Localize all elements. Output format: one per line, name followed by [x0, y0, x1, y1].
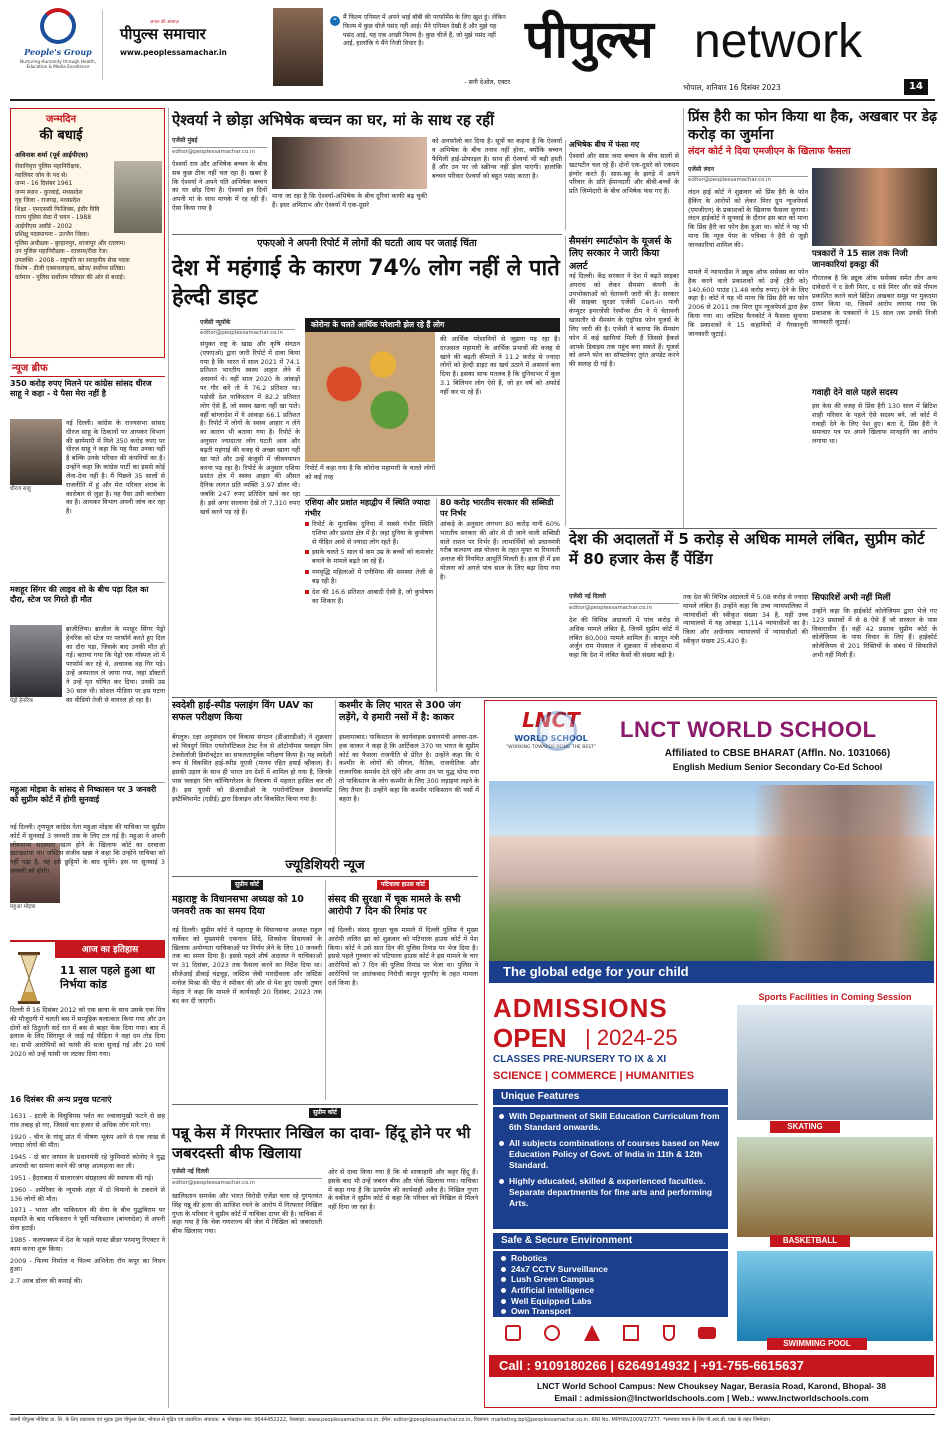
affiliation: Affiliated to CBSE BHARAT (Affln. No. 1031066) [664, 748, 891, 759]
courts-headline: देश की अदालतों में 5 करोड़ से अधिक मामले लंबित, सुप्रीम कोर्ट में 80 हजार केस हैं पेंडिंग [569, 530, 925, 568]
harry-headline: प्रिंस हैरी का फोन किया था हैक, अखबार पर डेढ़ करोड़ का जुर्माना [688, 109, 938, 144]
brief-photo-1 [10, 419, 62, 485]
history-event: 2009 - फिल्म निर्माता व फिल्म अभिनेता रॉय कपूर का निधन हुआ। [10, 1256, 165, 1274]
aishwarya-col4: ऐश्वर्या और सास जया बच्चन के बीच सालों से खटपटीन चल रहे हैं। दोनों एक-दूसरे को एकदम इंग्नोर करते हैं। सास-बहू के झगड़े में अपने परिवार के प्रति ईमानदारी और बीवी-बच्चों के प्रति जिम्मेदारी के बीच अभिषेक फंस गए हैं। [569, 152, 679, 196]
sport-photo-skating [737, 1005, 933, 1120]
birthday-head-top: जन्मदिन [45, 114, 77, 125]
judiciary-byline-3: एजेंसी नई दिल्ली [172, 1168, 322, 1179]
judiciary-tag-3: सुप्रीम कोर्ट [172, 1108, 478, 1118]
history-event: 1945 - दो बार जापान के प्रधानमंत्री रहे फुमिमारो कोनोए ने युद्ध अपराधी का सामना करने की जगह आत्महत्या कर ली। [10, 1153, 165, 1171]
asia-point: इसके चलते 5 साल से कम उम्र के बच्चों को कमजोर बनाने के मामले बढ़ते जा रहे हैं। [305, 548, 433, 566]
judiciary-email-3: editor@peoplessamachar.co.in [172, 1180, 255, 1186]
birthday-line: आईपीएस अवॉर्ड - 2002 [15, 222, 73, 230]
sports-title: Sports Facilities in Coming Session [758, 992, 912, 1002]
contact[interactable]: Email : admission@lnctworldschools.com | Web.: www.lnctworldschools.com [554, 1393, 869, 1403]
brief-title-2: मशहूर सिंगर की लाइव शो के बीच पड़ा दिल का दौरा, स्टेज पर गिरते ही मौत [10, 585, 149, 605]
courts-col1: देश की विभिन्न अदालतों में पांच करोड़ से अधिक मामले लंबित हैं, जिनमें सुप्रीम कोर्ट में लंबित 80,000 मामले शामिल हैं। कानून मंत्री अर्जुन राम मेघवाल ने शुक्रवार में लोकसभा में कहा कि देश में लंबित केसों की संख्या बढ़ी है। [569, 616, 679, 660]
courts-col2: तक देश की विभिन्न अदालतों में 5.08 करोड़ से ज्यादा मामले लंबित हैं। उन्होंने कहा कि उच्च न्यायपालिका में न्यायाधीशों की स्वीकृत संख्या 34 है, यहीं उच्च न्यायालयों में यह आंकड़ा 1,114 न्यायाधीशों का है। जिला और अधीनस्थ न्यायालयों में न्यायाधीशों की स्वीकृत संख्या 25,420 है। [683, 593, 808, 646]
courts-byline: एजेंसी नई दिल्ली [569, 593, 679, 604]
sport-label-basketball: BASKETBALL [770, 1235, 850, 1247]
brief-caption-3: महुआ मोइत्रा [10, 904, 36, 910]
small-logo-top: जनता की आवाज़ [150, 20, 179, 25]
history-label: आज का इतिहास [55, 942, 165, 958]
hourglass-icon [16, 952, 42, 1004]
phone-3[interactable]: +91-755-6615637 [700, 1358, 804, 1373]
lnct-ad [484, 700, 937, 1408]
features-list [493, 1107, 728, 1229]
birthday-line: जन्म - 16 दिसंबर 1961 [15, 180, 73, 188]
brief-title-3: महुआ मोइत्रा के सांसद से निष्कासन पर 3 जनवरी को सुप्रीम कोर्ट में होगी सुनवाई [10, 785, 157, 805]
bullet-icon [501, 1299, 506, 1304]
history-event: 1951 - हैदराबाद में सालारजंग संग्रहालय की स्थापना की गई। [10, 1173, 154, 1182]
birthday-line: गृह जिला - राजगढ़, मध्यप्रदेश [15, 197, 81, 205]
env-list [493, 1251, 728, 1317]
food-photo [305, 332, 435, 462]
streams: SCIENCE | COMMERCE | HUMANITIES [493, 1070, 695, 1082]
big-title-network: network [694, 15, 863, 68]
birthday-head-main: की बधाई [39, 127, 83, 143]
masthead [0, 0, 945, 100]
school-seal-icon [537, 711, 577, 751]
bullet-icon [305, 522, 309, 526]
brief-body-3: नई दिल्ली। तृणमूल कांग्रेस नेता महुआ मोइत्रा की याचिका पर सुप्रीम कोर्ट में सुनवाई 3 जनवरी तक के लिए टल गई है। महुआ ने अपनी लोकसभा सदस्यता खत्म होने के खिलाफ कोर्ट का दरवाजा खटखटाया था। जस्टिस संजीव खन्ना ने कहा कि उन्होंने याचिका को नहीं पढ़ा है, वह इसे छुट्टियों के बाद सुनेंगे। इस पर सुनवाई 3 जनवरी को होगी। [10, 823, 165, 876]
brief-item-2 [10, 585, 165, 780]
group-tagline: Nurturing Humanity through Health, Education & Media Excellence [20, 58, 96, 70]
inflation-byline: एजेंसी न्यूयॉर्क [200, 319, 295, 330]
bullet-icon [501, 1277, 506, 1282]
bullet-icon [305, 550, 309, 554]
inflation-image-label: कोरोना के चलते आर्थिक परेशानी झेल रहे हैं लोग [305, 318, 560, 332]
history-events [10, 1112, 165, 1412]
history-event: 2.7 अरब डॉलर की कमाई की। [10, 1277, 83, 1286]
lnct-logo-sub: WORLD SCHOOL [514, 734, 588, 743]
session-year: | 2024-25 [585, 1025, 678, 1050]
group-name: People's Group [24, 47, 92, 57]
brief-photo-2 [10, 625, 62, 697]
call-bar: Call : 9109180266 | 6264914932 | +91-755-6615637 [489, 1355, 934, 1377]
small-logo [120, 20, 270, 58]
drone-headline: स्वदेशी हाई-स्पीड फ्लाइंग विंग UAV का सफल परीक्षण किया [172, 700, 313, 724]
bullet-icon [305, 590, 309, 594]
tree-icon [584, 1325, 600, 1341]
phone-1[interactable]: 9109180266 [534, 1358, 607, 1373]
harry-side1: गौरतलब है कि ड्यूक ऑफ ससेक्स समेत तीन अन्य दावेदारों ने द डेली मिरर, द संडे मिरर और संडे पीपल प्रकाशित करने वाले ब्रिटिश अखबार समूह पर मुकदमा दायर किया था, जिसमें आरोप लगाया गया कि प्रकाशक के पत्रकारों ने 15 साल तक उनकी निजी जानकारी जुटाई। [812, 274, 937, 327]
bullet-icon [305, 570, 309, 574]
harry-byline: एजेंसी लंदन [688, 166, 808, 177]
classes: CLASSES PRE-NURSERY TO IX & XI [493, 1054, 667, 1065]
aishwarya-col4-title: अभिषेक बीच में फंसा गए [569, 140, 640, 149]
bullet-icon [501, 1288, 506, 1293]
inflation-col1: संयुक्त राष्ट्र के खाद्य और कृषि संगठन (एफएओ) द्वारा जारी रिपोर्ट में दावा किया गया है कि भारत में साल 2021 में 74.1 प्रतिशत भारतीय स्वस्थ आहार लेने में असमर्थ थे। वहीं साल 2020 के आंकड़ों पर गौर करें तो ये 76.2 प्रतिशत था। पड़ोसी देश पाकिस्तान में 82.2 प्रतिशत लोग ऐसे हैं, जो स्वस्थ खाना नहीं खा पाते। वहीं बांग्लादेश में ये आंकड़ा 66.1 प्रतिशत है। रिपोर्ट में लोगों के स्वस्थ आहार न लेने का कारण भी बताया गया है। रिपोर्ट के अनुसार ज्यादातर लोग घटती आय और बढ़ती महंगाई की वजह से अच्छा खाना नहीं खा पाते और उन्हें कंजूसी में जीवनयापन करना पड़ रहा है। रिपोर्ट के अनुसार एशिया प्रशांत क्षेत्र में स्वस्थ आहार की औसत दैनिक लागत प्रति व्यक्ति 3.97 डॉलर थी। जबकि 247 रुपए प्रतिदिन खर्च कर रहा है। इसे अगर सालाना देखें तो 7,310 रुपए खर्च करने पड़ रहे हैं। [200, 340, 300, 516]
school-name: LNCT WORLD SCHOOL [620, 717, 877, 742]
inflation-col3: की आर्थिक परेशानियों से जूझना पड़ रहा है। दरअसल महामारी के आर्थिक प्रभावों की वजह से खाने की बढ़ती कीमतों ने 11.2 करोड़ से ज्यादा लोगों को हेल्दी डाइट का खर्च उठाने में असमर्थ बना दिया है। इसका साफ मतलब है कि दुनियाभर में कुल 3.1 बिलियन लोग ऐसे हैं, जो हर वर्ष को अफोर्ड नहीं कर पा रहे हैं। [440, 335, 560, 396]
env-item: Well Equipped Labs [501, 1296, 720, 1307]
birthday-line: राज्य पुलिस सेवा में चयन - 1988 [15, 214, 92, 222]
history-events-title: 16 दिसंबर की अन्य प्रमुख घटनाएं [10, 1095, 112, 1104]
brief-caption-2: पेड्रो हेनरिक [10, 698, 34, 704]
judiciary-title-1: महाराष्ट्र के विधानसभा अध्यक्ष को 10 जनवरी तक का समय दिया [172, 894, 304, 918]
harry-sub: लंदन कोर्ट ने दिया एमजीएन के खिलाफ फैसला [688, 146, 851, 157]
bus-icon [698, 1327, 716, 1339]
history-event: 1985 - कलपक्कम में देश के पहले फास्ट ब्रीडर परमाणु रिएक्टर ने काम करना शुरू किया। [10, 1235, 165, 1253]
bullet-icon [499, 1179, 504, 1184]
inflation-email: editor@peoplessamachar.co.in [200, 330, 283, 336]
birthday-line: जन्म स्थान - कुरवाई, मध्यप्रदेश [15, 188, 83, 196]
open-word: OPEN [493, 1023, 567, 1053]
robot-icon [505, 1325, 521, 1341]
feature-item: With Department of Skill Education Curriculum from 6th Standard onwards. [499, 1111, 722, 1133]
bullet-icon [501, 1256, 506, 1261]
sport-label-skating: SKATING [770, 1121, 840, 1133]
judiciary-body-2: नई दिल्ली। संसद सुरक्षा चूक मामले में दिल्ली पुलिस ने मुख्य आरोपी ललित झा को शुक्रवार को पटियाला हाउस कोर्ट में पेश किया। कोर्ट ने उसे सात दिन की पुलिस रिमांड पर भेज दिया है। इससे पहले गुरुवार को पटियाला हाउस कोर्ट ने इस मामले के चार आरोपियों को 7 दिन की पुलिस रिमांड पर भेजा था। पुलिस ने आरोपियों पर आतंकवाद निरोधी कानून यूएपीए के तहत मामला दर्ज किया है। [328, 926, 478, 987]
birthday-name: अविनाश शर्मा (पूर्व आईपीएस) [15, 151, 89, 159]
quote-mark-icon: “ [330, 16, 340, 26]
history-event: 1920 - चीन के गांसू प्रांत में भीषण भूकंप आने से एक लाख से ज्यादा लोगों की मौत। [10, 1132, 165, 1150]
harry-col1: लंदन हाई कोर्ट ने शुक्रवार को प्रिंस हैरी के फोन हैकिंग के आरोपों को लेकर मिरर ग्रुप न्यूजपेपर्स (एमजीएन) के प्रकाशकों के खिलाफ फैसला सुनाया। लंदन हाईकोर्ट ने सुनवाई के दौरान इस बात को माना कि प्रिंस हैरी का फोन हैक हुआ था। कोर्ट ने यह भी माना कि न्यूज पेपर के पत्रिका ने हैरी से जुड़ी जानकारियां शामिल की। [688, 188, 808, 249]
birthday-line: पुलिस अधीक्षक - बुरहानपुर, शाजापुर और रतलाम। [15, 239, 126, 247]
students-photo [753, 785, 933, 961]
food-caption: रिपोर्ट में कहा गया है कि कोरोना महामारी के चलते लोगों को कई तरह [305, 464, 435, 481]
asia-title: एशिया और प्रशांत महाद्वीप में स्थिति ज्यादा गंभीर [305, 498, 430, 518]
brief-body-1: नई दिल्ली। कांग्रेस के राज्यसभा सांसद धीरज साहू के ठिकानों पर आयकर विभाग की छापेमारी में मिले 350 करोड़ रुपए पर धीरज साहू ने कहा कि यह पैसा उनका नहीं है बल्कि उनके परिवार की कंपनियों का है। उन्होंने कहा कि कांग्रेस पार्टी का इससे कोई लेना-देना नहीं है। मैं पिछले 35 सालों से राजनीति में हूं और मेरा परिवार शराब के कारोबार से जुड़ा है। यह पैसा उसी कारोबार का है। आयकर विभाग अपनी जांच कर रहा है। [66, 419, 165, 516]
birthday-lines [15, 163, 160, 282]
birthday-line: सेवानिवृत्त पुलिस महानिरीक्षक, [15, 163, 82, 170]
birthday-line: वर्तमान - पुलिस सर्वोत्तम परिवार की ओर से बधाई। [15, 273, 125, 281]
bullet-icon [499, 1114, 504, 1119]
call-label: Call : [499, 1358, 531, 1373]
subsidy-title: 80 करोड़ भारतीय सरकार की सब्सिडी पर निर्भर [440, 498, 554, 518]
birthday-line: उपलब्धि - 2008 - राष्ट्रपति का सराहनीय सेवा पदक [15, 256, 130, 264]
brief-caption-1: धीरज साहू [10, 486, 31, 492]
env-item: Artificial intelligence [501, 1285, 720, 1296]
imprint-footer: स्वामी पीपुल्स मीडिया प्रा. लि. के लिए प्रकाशक एवं मुद्रक द्वारा पीपुल्स प्रेस, भोपाल से मुद्रित एवं प्रकाशित। संपादक: ★ मोबाइल नंबर: 9644452222, वेबसाइट: www.peoplessamachar.co.in, ईमेल: editor@peoplessamachar.co.in, विज्ञापन: marketing.bpl@peoplessamachar.co.in. RNI No. MPHIN/2009/27277. *समाचार चयन के लिए पी.आर.बी. एक्ट के तहत जिम्मेदार। [10, 1417, 771, 1423]
small-logo-title: पीपुल्स समाचार [120, 25, 206, 44]
asia-points [305, 520, 433, 692]
page-number: 14 [904, 79, 928, 95]
lnct-logo-text: LNCT [522, 708, 580, 732]
facility-icons [493, 1321, 728, 1345]
judiciary-tag-2: पटियाला हाउस कोर्ट [328, 880, 478, 890]
admissions-box [489, 987, 729, 1347]
birthday-line: ग्वालियर जोन के पद से। [15, 171, 68, 179]
harry-email: editor@peoplessamachar.co.in [688, 177, 771, 183]
admissions-word: ADMISSIONS [493, 993, 668, 1023]
harry-side2-title: गवाही देने वाले पहले सदस्य [812, 388, 898, 398]
judiciary-title-2: संसद की सुरक्षा में चूक मामले के सभी आरोपी 7 दिन की रिमांड पर [328, 894, 461, 918]
bullet-icon [501, 1309, 506, 1314]
brief-title-1: 350 करोड़ रुपए मिलने पर कांग्रेस सांसद धीरज साहू ने कहा - ये पैसा मेरा नहीं है [10, 379, 152, 399]
brief-body-2: ब्राजीलिया। ब्राजील के मशहूर सिंगर पेड्रो हेनरिक को स्टेज पर परफॉर्म करते हुए दिल का दौरा पड़ा, जिसके बाद उनकी मौत हो गई। बताया गया कि पेड्रो एक गॉस्पल शो में परफॉर्म कर रहे थे, अचानक वह गिर पड़े। उन्हें अस्पताल ले जाया गया, जहां डॉक्टरों ने उन्हें मृत घोषित कर दिया। उनकी उम्र 30 साल थी। सोशल मीडिया पर इस घटना का वीडियो तेजी से वायरल हो रहा है। [66, 625, 165, 704]
env-item: Own Transport [501, 1306, 720, 1317]
courts-email: editor@peoplessamachar.co.in [569, 605, 652, 611]
sunny-deol-photo [273, 8, 323, 86]
subsidy-body: आंकड़े के अनुसार लगभग 80 करोड़ यानी 60% भारतीय सरकार की ओर से दी जाने वाली सब्सिडी वाले राशन पर निर्भर हैं। लाभार्थियों को प्रधानमंत्री गरीब कल्याण अन्न योजना के तहत मुफ्त या रियायती अनाज की नियमित आपूर्ति मिलती है। हाल ही में इस योजना को अगले पांच साल के लिए बढ़ा दिया गया है। [440, 520, 560, 581]
history-event: 1971 - भारत और पाकिस्तान की सेना के बीच युद्धविराम पर सहमति के बाद पाकिस्तान ने पूर्वी पाकिस्तान (बांग्लादेश) से अपनी सेना हटाई। [10, 1206, 165, 1233]
aishwarya-headline: ऐश्वर्या ने छोड़ा अभिषेक बच्चन का घर, मां के साथ रह रहीं [172, 111, 494, 129]
feature-item: All subjects combinations of courses based on New Education Policy of Govt. of India in 11th & 12th Standard. [499, 1138, 722, 1171]
address: LNCT World School Campus: New Chouksey Nagar, Berasia Road, Karond, Bhopal- 38 [537, 1381, 886, 1391]
judiciary-label: ज्यूडिशियरी न्यूज [285, 858, 365, 873]
kashmir-body: इस्लामाबाद। पाकिस्तान के कार्यवाहक प्रधानमंत्री अनवर-उल-हक काकर ने कहा है कि आर्टिकल 370 पर भारत के सुप्रीम कोर्ट का फैसला राजनीति से प्रेरित है। उन्होंने कहा कि ये कश्मीर के लोगों की लीगल, नैतिक, राजनीतिक और राजनयिक समर्थन देते रहेंगे और अगर उन पर युद्ध थोपा गया तो पाकिस्तान के लोग कश्मीर के लिए 300 लड़ाइयां लड़ने के लिए तैयार हैं। उन्होंने कहा कि कश्मीर पाकिस्तान की नसों में बहता है। [339, 733, 479, 803]
history-title: 11 साल पहले हुआ था निर्भया कांड [60, 964, 155, 992]
harry-side1-title: पत्रकारों ने 15 साल तक निजी जानकारियां इकट्ठा कीं [812, 249, 908, 271]
courts-side-title: सिफारिशें अभी नहीं मिलीं [812, 593, 891, 603]
history-box [10, 940, 165, 1410]
samsung-body: नई दिल्ली। केंद्र सरकार ने देश में बढ़ते साइबर अपराध को लेकर सैमसंग कंपनी के उपभोक्ताओं को चेतावनी जारी की है। सरकार की साइबर सुरक्षा एजेंसी Cert-in यानी कंप्यूटर इमरजेंसी रेस्पॉन्स टीम ने ये चेतावनी खासतौर से सैमसंग के एंड्रॉयड फोन यूजर्स के लिए जारी की है। एजेंसी ने बताया कि सैमसंग फोन में कई खामियां मिली हैं जिससे हैकर्स आपके डिवाइस तक पहुंच बना सकते हैं। यूजर्स को अपने फोन का सॉफ्टवेयर तुरंत अपडेट करने की सलाह दी गई है। [569, 272, 679, 369]
env-item: Robotics [501, 1253, 720, 1264]
unique-features-title: Unique Features [493, 1089, 728, 1105]
asia-point: रिपोर्ट के मुताबिक दुनिया में सबसे गंभीर स्थिति एशिया और प्रशांत क्षेत्र में है। जहां दुनिया के कुपोषण से पीड़ित आधे से ज्यादा लोग रहते हैं। [305, 520, 433, 546]
judiciary-body-3a: खालिस्तान समर्थक और भारत विरोधी एजेंडा चला रहे गुरपतवंत सिंह पन्नू की हत्या की साजिश रचने के आरोप में गिरफ्तार निखिल गुप्ता के परिवार ने सुप्रीम कोर्ट में याचिका दायर की है। याचिका में कहा गया है कि चेक गणराज्य की जेल में निखिल को जबरदस्ती बीफ खिलाया गया। [172, 1192, 322, 1236]
phone-2[interactable]: 6264914932 [617, 1358, 690, 1373]
aishwarya-email: editor@peoplessamachar.co.in [172, 149, 255, 155]
sport-label-pool: SWIMMING POOL [767, 1338, 867, 1350]
env-item: 24x7 CCTV Surveillance [501, 1264, 720, 1275]
bullet-icon [499, 1141, 504, 1146]
harry-col2: मामले में न्यायाधीश ने ड्यूक ऑफ ससेक्स का फोन हैक करने वाले प्रकाशकों को उन्हें (हैरी को) 140,600 पाउंड (1.48 करोड़ रुपए) देने के लिए कहा है। कोर्ट ने यह भी माना कि प्रिंस हैरी का फोन 2006 से 2011 तक मिरर ग्रुप न्यूजपेपर्स द्वारा हैक किया गया था। जस्टिस फैनकोर्ट ने फैसला सुनाया कि प्रकाशकों ने 15 कहानियों में गैरकानूनी जानकारी जुटाई। [688, 268, 808, 338]
judiciary-body-3b: ओर से दावा किया गया है कि वो शाकाहारी और कट्टर हिंदू हैं। इसके बाद भी उन्हें जबरन बीफ और पोर्क खिलाया गया। याचिका में कहा गया है कि प्रत्यर्पण की कार्यवाही अवैध है। निखिल गुप्ता के वकील ने सुप्रीम कोर्ट से कहा कि परिवार को निखिल से मिलने नहीं दिया जा रहा है। [328, 1168, 478, 1212]
drone-body: बेंगलुरु। रक्षा अनुसंधान एवं विकास संगठन (डीआरडीओ) ने शुक्रवार को चित्रदुर्ग स्थित एयरोनॉटिकल टेस्ट रेंज से ऑटोनॉमस फ्लाइंग विंग टेक्नोलॉजी डिमॉन्स्ट्रेटर का सफलतापूर्वक परीक्षण किया है। यह स्वदेशी रूप से विकसित हाई-स्पीड यूएवी (मानव रहित हवाई व्हीकल) है। इसकी उड़ान के साथ ही भारत उन देशों में शामिल हो गया है, जिनके पास फ्लाइंग विंग कॉन्फिगरेशन के नियंत्रण में महारत हासिल कर ली है। इस यूएवी को डीआरडीओ के एयरोनॉटिकल डेवलपमेंट इस्टैब्लिशमेंट (एडीई) द्वारा डिजाइन और विकसित किया गया है। [172, 733, 332, 803]
sport-photo-pool [737, 1251, 933, 1341]
birthday-line: प्रशिक्षु पदस्थापना - उज्जैन जिला। [15, 231, 90, 239]
birthday-line: विशेष - डीजी एक्सचलाहना, खोज/ सर्वोच्च प्रतिष्ठा। [15, 265, 126, 273]
asia-point: देश की 16.6 प्रतिशत आबादी ऐसी है, जो कुपोषण का शिकार है। [305, 588, 433, 606]
dateline: भोपाल, शनिवार 16 दिसंबर 2023 [683, 83, 781, 92]
birthday-box [10, 108, 165, 358]
aishwarya-photo [272, 137, 427, 189]
ai-icon [623, 1325, 639, 1341]
quote-text: मैं फिल्म एनिमल में अपने भाई बॉबी की परफॉर्मेंस के लिए खुश हूं। लेकिन फिल्म में कुछ चीजें पसंद नहीं आई। मैंने एनिमल देखी है और मुझे यह पसंद आई, यह एक अच्छी फिल्म है। कुछ चीजें हैं, जो मुझे पसंद नहीं आईं, हालांकि ये मैंने निजी विचार है। [343, 14, 506, 48]
camera-icon [544, 1325, 560, 1341]
news-brief-label: न्यूज ब्रीफ [12, 363, 48, 374]
aishwarya-byline: एजेंसी मुंबई [172, 137, 267, 148]
feature-item: Highly educated, skilled & experienced faculties. Separate departments for fine arts and performing Arts. [499, 1176, 722, 1209]
birthday-line: शिक्षा - एमएससी फिजिक्स, इंदौर विवि [15, 205, 100, 213]
asia-point: ममवृद्धि महिलाओं में एनीमिया की समस्या तेजी से बढ़ रही है। [305, 568, 433, 586]
samsung-headline: सैमसंग स्मार्टफोन के यूजर्स के लिए सरकार ने जारी किया अलर्ट [569, 236, 672, 272]
judiciary-body-1: नई दिल्ली। सुप्रीम कोर्ट ने महाराष्ट्र के विधानसभा अध्यक्ष राहुल नार्वेकर को मुख्यमंत्री एकनाथ शिंदे, शिवसेना विधायकों के खिलाफ अयोग्यता याचिकाओं पर निर्णय लेने के लिए 10 जनवरी तक का समय दिया है। इससे पहले शीर्ष अदालत ने याचिकाओं पर 31 दिसंबर, 2023 तक फैसला करने का निर्देश दिया था। सीजेआई डीवाई चंद्रचूड़, जस्टिस जेबी पारदीवाला और जस्टिस मनोज मिश्रा की पीठ ने स्पीकर की ओर से पेश हुए एसजी तुषार मेहता ने कहा कि मामले में कार्यवाही 20 दिसंबर, 2023 तक बंद कर दी जाएगी। [172, 926, 322, 1005]
harry-photo [812, 168, 937, 246]
harry-side2: इस केस की वजह से प्रिंस हैरी 130 साल में ब्रिटिश शाही परिवार के पहले ऐसे सदस्य बने, जो कोर्ट में गवाही देने के लिए पेश हुए। बता दें, प्रिंस हैरी ने समाचार पत्र पर अपने खिलाफ मानहानि का आरोप लगाया था। [812, 402, 937, 446]
peoples-group-logo [18, 8, 98, 96]
aishwarya-col3: को अनफॉलो कर दिया है। सूत्रों का कहना है कि ऐश्वर्या व अभिषेक के बीच तनाव नहीं होना, क्योंकि बच्चन फैमिली हाई-प्रोफाइल है। साथ ही ऐश्वर्या भी बड़ी हस्ती हैं और उन पर जो स्क्रीन्स नहीं झेल पाएंगी। हालांकि बच्चन परिवार ऐश्वर्या को बहुत पसंद करता है। [432, 137, 562, 181]
lab-icon [663, 1325, 675, 1341]
inflation-kicker: एफएओ ने अपनी रिपोर्ट में लोगों की घटती आय पर जताई चिंता [257, 238, 477, 249]
history-event: 1960 - अमेरिका के न्यूयार्क शहर में दो विमानों के टकराने से 136 लोगों की मौत। [10, 1185, 165, 1203]
birthday-line: उप पुलिस महानिरीक्षक - रतलाम/रीवा रेंज। [15, 248, 108, 256]
sport-photo-basketball [737, 1137, 933, 1237]
birthday-heading [21, 113, 101, 144]
inflation-headline: देश में महंगाई के कारण 74% लोग नहीं ले पाते हेल्दी डाइट [172, 256, 560, 311]
website-link[interactable]: www.peoplessamachar.in [120, 47, 227, 57]
aishwarya-caption: माना जा रहा है कि ऐश्वर्या-अभिषेक के बीच दूरियां काफी बढ़ चुकी हैं। इधर अमिताभ और ऐश्वर्या में एक-दूसरे [272, 192, 427, 209]
tagline: The global edge for your child [489, 961, 934, 983]
bullet-icon [501, 1267, 506, 1272]
aishwarya-col1: ऐश्वर्या राय और अभिषेक बच्चन के बीच सब कुछ ठीक नहीं चल रहा है। खबर है कि ऐश्वर्या ने अपने पति अभिषेक बच्चन का घर छोड़ दिया है। ऐश्वर्या इन दिनों अपनी मां के साथ मायके में रह रही हैं। ऐसा किया गया है [172, 160, 267, 213]
school-medium: English Medium Senior Secondary Co-Ed School [672, 762, 883, 772]
history-body: दिल्ली में 16 दिसंबर 2012 को एक छात्रा के साथ उसके एक मित्र की मौजूदगी में चलती बस में सामूहिक बलात्कार किया गया और उन दोनों को ठिठुरती सर्द रात में बस से बाहर फेंक दिया गया। बाद में इलाज के लिए सिंगापुर ले जाई गई पीड़िता ने वहां दम तोड़ दिया था। सभी आरोपियों को फांसी की सजा सुनाई गई और 20 मार्च 2020 को उन्हें फांसी पर लटका दिया गया। [10, 1006, 165, 1059]
history-event: 1631 - इटली के विसुवियस पर्वत का ज्वालामुखी फटने से छह गांव तबाह हो गए, जिससे चार हजार से अधिक लोग मारे गए। [10, 1112, 165, 1129]
env-item: Lush Green Campus [501, 1274, 720, 1285]
judiciary-tag-1: सुप्रीम कोर्ट [172, 880, 322, 890]
judiciary-title-3: पन्नू केस में गिरफ्तार निखिल का दावा- हिंदू होने पर भी जबरदस्ती बीफ खिलाया [172, 1124, 471, 1162]
lnct-logo-motto: "WORKING TOWARDS BEING THE BEST" [506, 744, 596, 750]
courts-side: उन्होंने कहा कि हाईकोर्ट कोलेजियम द्वारा भेजे गए 123 प्रस्तावों में से 8 ऐसे हैं जो सरकार के पास विचाराधीन हैं। वहीं 42 प्रस्ताव सुप्रीम कोर्ट के कोलेजियम के पास विचार के लिए हैं। हाईकोर्ट कोलेजियम से 201 रिक्तियों के संबंध में सिफारिशें अभी नहीं मिली हैं। [812, 607, 937, 660]
brief-item-3 [10, 785, 165, 935]
kashmir-headline: कश्मीर के लिए भारत से 300 जंग लड़ेंगे, ये हमारी नसों में है: काकर [339, 700, 461, 724]
env-title: Safe & Secure Environment [493, 1233, 728, 1249]
quote-author: - सनी देओल, एक्टर [464, 79, 510, 86]
brief-item-1 [10, 379, 165, 579]
group-logo-icon [40, 8, 76, 44]
big-title: पीपुल्स [525, 10, 653, 70]
